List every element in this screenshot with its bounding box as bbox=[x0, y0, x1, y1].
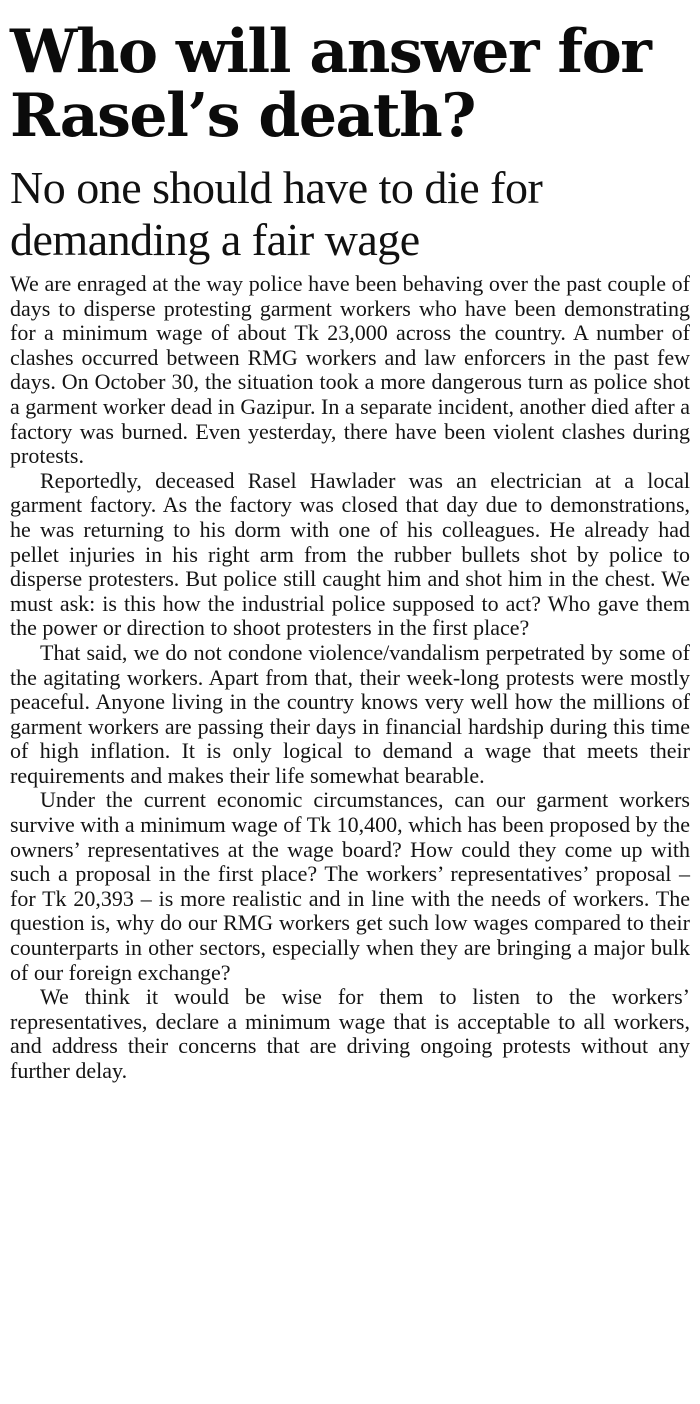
body-paragraph: Under the current economic circumstances, can our garment workers survive with a minimum wage of Tk 10,400, which has been proposed by the owners’ representatives at the wage board? How could they come up with such a proposal in the first place? The workers’ representatives’ proposal – for Tk 20,393 – is more realistic and in line with the needs of workers. The question is, why do our RMG workers get such low wages compared to their counterparts in other sectors, especially when they are bringing a major bulk of our foreign exchange? bbox=[10, 787, 690, 985]
article-body bbox=[10, 272, 690, 1084]
editorial-article bbox=[10, 17, 690, 1084]
body-paragraph: That said, we do not condone violence/vandalism perpetrated by some of the agitating workers. Apart from that, their week-long protests were mostly peaceful. Anyone living in the country knows very well how the millions of garment workers are passing their days in financial hardship during this time of high inflation. It is only logical to demand a wage that meets their requirements and makes their life somewhat bearable. bbox=[10, 639, 690, 788]
subheadline: No one should have to die for demanding a fair wage bbox=[10, 162, 543, 265]
headline: Who will answer for Rasel’s death? bbox=[10, 17, 651, 151]
body-paragraph: Reportedly, deceased Rasel Hawlader was an electrician at a local garment factory. As the factory was closed that day due to demonstrations, he was returning to his dorm with one of his colleagues. He already had pellet injuries in his right arm from the rubber bullets shot by police to disperse protesters. But police still caught him and shot him in the chest. We must ask: is this how the industrial police supposed to act? Who gave them the power or direction to shoot protesters in the first place? bbox=[10, 467, 690, 641]
body-paragraph: We think it would be wise for them to listen to the workers’ representatives, declare a minimum wage that is acceptable to all workers, and address their concerns that are driving ongoing protests without any further delay. bbox=[10, 984, 690, 1083]
body-paragraph: We are enraged at the way police have been behaving over the past couple of days to disperse protesting garment workers who have been demonstrating for a minimum wage of about Tk 23,000 across the country. A number of clashes occurred between RMG workers and law enforcers in the past few days. On October 30, the situation took a more dangerous turn as police shot a garment worker dead in Gazipur. In a separate incident, another died after a factory was burned. Even yesterday, there have been violent clashes during protests. bbox=[10, 271, 690, 469]
